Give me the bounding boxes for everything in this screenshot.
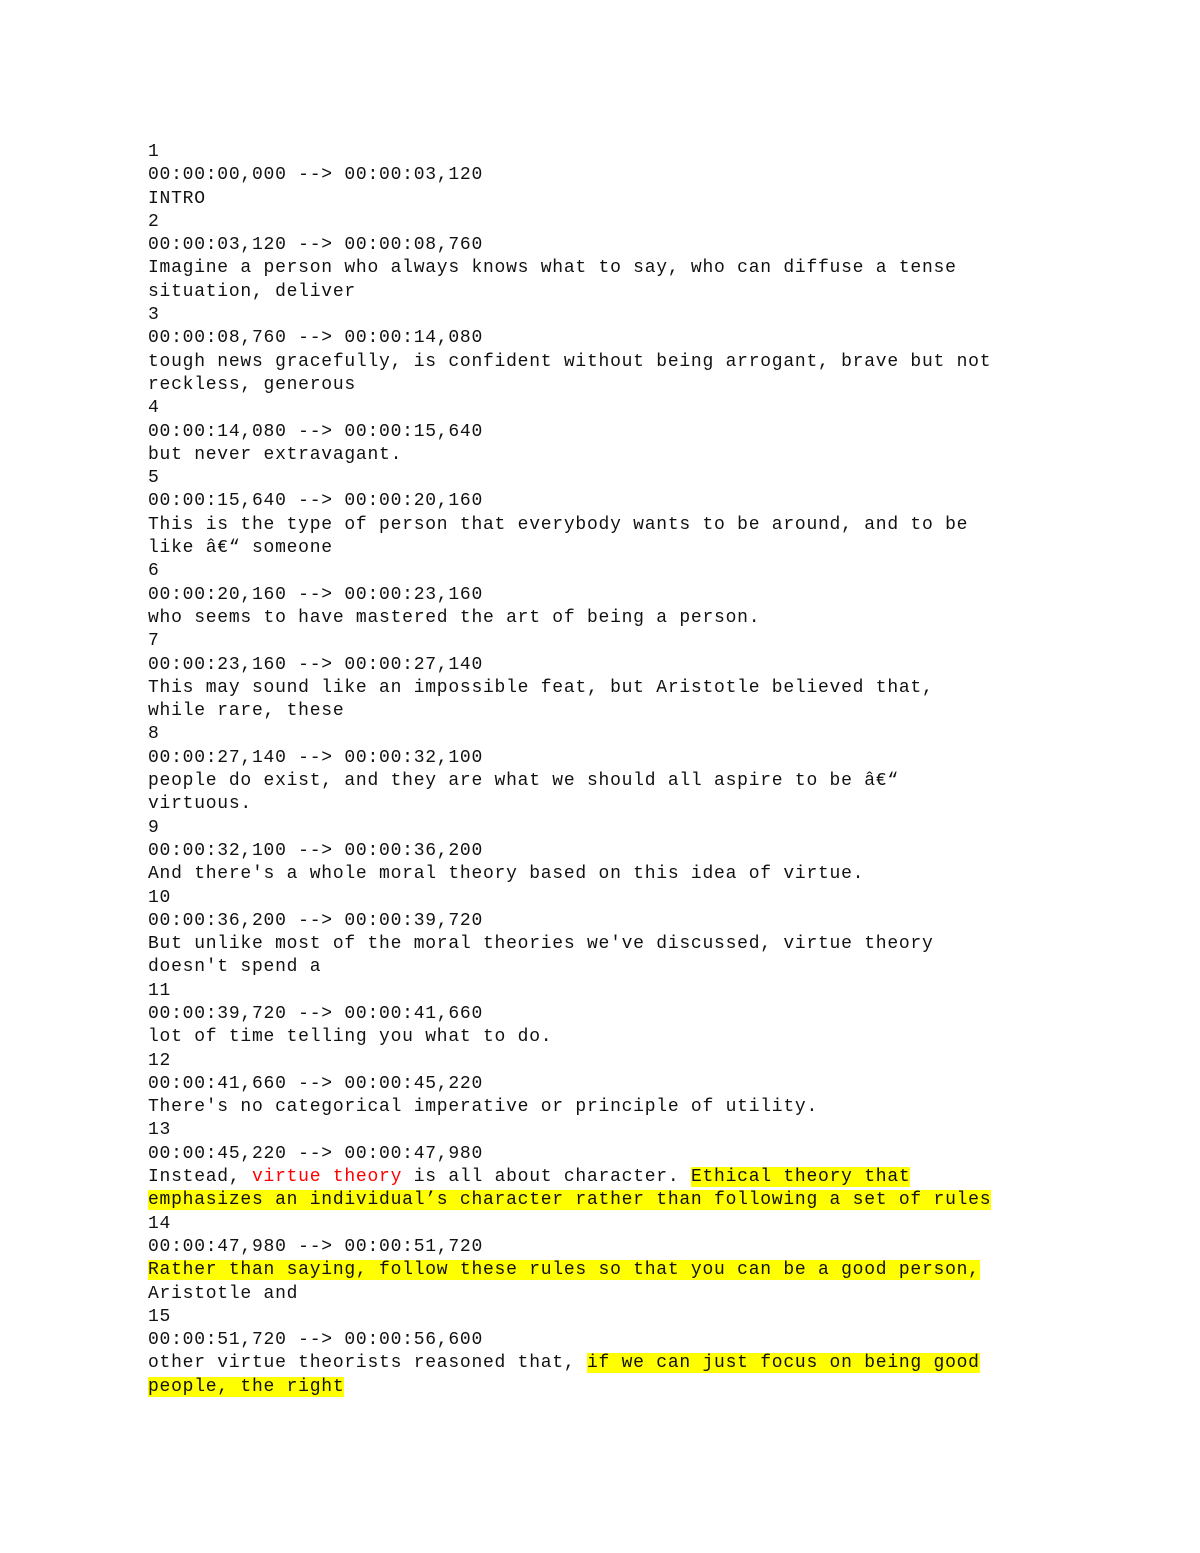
- subtitle-index: 4: [148, 398, 160, 419]
- subtitle-text-line: [148, 677, 1108, 700]
- subtitle-text-line: [148, 257, 1108, 280]
- subtitle-text: This may sound like an impossible feat, but Aristotle believed that,: [148, 677, 934, 698]
- subtitle-text: And there's a whole moral theory based on this idea of virtue.: [148, 864, 865, 885]
- subtitle-text-line: [148, 514, 1108, 537]
- subtitle-text-line: [148, 1166, 1108, 1189]
- subtitle-index: 13: [148, 1120, 172, 1141]
- subtitle-index: 10: [148, 887, 172, 908]
- subtitle-text: virtuous.: [148, 794, 252, 815]
- subtitle-timestamp: 00:00:00,000 --> 00:00:03,120: [148, 165, 484, 186]
- subtitle-entry: [148, 1050, 1108, 1120]
- subtitle-entry: [148, 467, 1108, 560]
- subtitle-timestamp: 00:00:45,220 --> 00:00:47,980: [148, 1143, 484, 1164]
- subtitle-text: who seems to have mastered the art of being a person.: [148, 607, 761, 628]
- subtitle-timestamp: 00:00:14,080 --> 00:00:15,640: [148, 421, 484, 442]
- subtitle-text-line: [148, 700, 1108, 723]
- subtitle-timestamp: 00:00:08,760 --> 00:00:14,080: [148, 328, 484, 349]
- subtitle-timestamp: 00:00:20,160 --> 00:00:23,160: [148, 584, 484, 605]
- subtitle-text-line: [148, 607, 1108, 630]
- subtitle-text-line: [148, 1189, 1108, 1212]
- subtitle-text: But unlike most of the moral theories we've discussed, virtue theory: [148, 934, 934, 955]
- subtitle-text: is all about character.: [402, 1167, 691, 1188]
- subtitle-entry: [148, 630, 1108, 723]
- highlighted-text: Ethical theory that: [690, 1167, 911, 1188]
- subtitle-index: 6: [148, 561, 160, 582]
- subtitle-text: other virtue theorists reasoned that,: [148, 1353, 587, 1374]
- subtitle-index: 7: [148, 631, 160, 652]
- subtitle-entry: [148, 1213, 1108, 1306]
- subtitle-entry: [148, 887, 1108, 980]
- subtitle-text-line: [148, 1376, 1108, 1399]
- subtitle-text-line: [148, 374, 1108, 397]
- subtitle-timestamp: 00:00:15,640 --> 00:00:20,160: [148, 491, 484, 512]
- subtitle-index: 14: [148, 1213, 172, 1234]
- subtitle-text-line: [148, 1026, 1108, 1049]
- subtitle-entry: [148, 980, 1108, 1050]
- subtitle-text: INTRO: [148, 188, 206, 209]
- subtitle-timestamp: 00:00:23,160 --> 00:00:27,140: [148, 654, 484, 675]
- subtitle-text: but never extravagant.: [148, 444, 403, 465]
- subtitle-timestamp: 00:00:39,720 --> 00:00:41,660: [148, 1003, 484, 1024]
- subtitle-text-line: [148, 1259, 1108, 1282]
- subtitle-entry: [148, 560, 1108, 630]
- subtitle-entry: [148, 817, 1108, 887]
- subtitle-index: 2: [148, 211, 160, 232]
- subtitle-text-line: [148, 281, 1108, 304]
- subtitle-index: 8: [148, 724, 160, 745]
- subtitle-text: doesn't spend a: [148, 957, 322, 978]
- subtitle-entry: [148, 397, 1108, 467]
- subtitle-entry: [148, 723, 1108, 816]
- highlighted-text: people, the right: [148, 1376, 345, 1397]
- red-text: virtue theory: [251, 1167, 403, 1188]
- subtitle-text: lot of time telling you what to do.: [148, 1027, 553, 1048]
- subtitle-text-line: [148, 444, 1108, 467]
- subtitle-text: while rare, these: [148, 701, 345, 722]
- highlighted-text: Rather than saying, follow these rules so that you can be a good person,: [148, 1260, 980, 1281]
- subtitle-index: 12: [148, 1050, 172, 1071]
- subtitle-text-line: [148, 1283, 1108, 1306]
- subtitle-text: Imagine a person who always knows what to say, who can diffuse a tense: [148, 258, 957, 279]
- subtitle-text-line: [148, 537, 1108, 560]
- subtitle-index: 5: [148, 468, 160, 489]
- subtitle-index: 1: [148, 142, 160, 162]
- subtitle-text-line: [148, 188, 1108, 211]
- subtitle-text: situation, deliver: [148, 281, 356, 302]
- subtitle-timestamp: 00:00:27,140 --> 00:00:32,100: [148, 747, 484, 768]
- subtitle-text: Aristotle and: [148, 1283, 299, 1304]
- subtitle-timestamp: 00:00:41,660 --> 00:00:45,220: [148, 1073, 484, 1094]
- subtitle-entry: [148, 1119, 1108, 1212]
- subtitle-timestamp: 00:00:03,120 --> 00:00:08,760: [148, 235, 484, 256]
- subtitle-timestamp: 00:00:36,200 --> 00:00:39,720: [148, 910, 484, 931]
- subtitle-text-line: [148, 770, 1108, 793]
- subtitle-text: like â€“ someone: [148, 538, 333, 559]
- subtitle-text-line: [148, 351, 1108, 374]
- subtitle-text-line: [148, 956, 1108, 979]
- subtitle-timestamp: 00:00:51,720 --> 00:00:56,600: [148, 1330, 484, 1351]
- subtitle-text: There's no categorical imperative or principle of utility.: [148, 1097, 819, 1118]
- subtitle-text: reckless, generous: [148, 374, 356, 395]
- highlighted-text: emphasizes an individual’s character rather than following a set of rules: [148, 1190, 992, 1211]
- subtitle-text: people do exist, and they are what we should all aspire to be â€“: [148, 771, 899, 792]
- subtitle-timestamp: 00:00:47,980 --> 00:00:51,720: [148, 1236, 484, 1257]
- subtitle-index: 9: [148, 817, 160, 838]
- subtitle-text-line: [148, 863, 1108, 886]
- subtitle-text-line: [148, 1352, 1108, 1375]
- subtitle-entry: [148, 1306, 1108, 1399]
- subtitle-text: This is the type of person that everybody wants to be around, and to be: [148, 514, 969, 535]
- subtitle-text: tough news gracefully, is confident without being arrogant, brave but not: [148, 351, 992, 372]
- subtitle-index: 15: [148, 1306, 172, 1327]
- subtitle-text-line: [148, 1096, 1108, 1119]
- subtitle-entry: [148, 141, 1108, 211]
- subtitle-entry: [148, 304, 1108, 397]
- subtitle-text-line: [148, 933, 1108, 956]
- subtitle-text-line: [148, 793, 1108, 816]
- subtitle-index: 11: [148, 980, 172, 1001]
- subtitle-index: 3: [148, 305, 160, 326]
- subtitle-document: [148, 141, 1108, 1399]
- subtitle-entry: [148, 211, 1108, 304]
- subtitle-text: Instead,: [148, 1167, 252, 1188]
- highlighted-text: if we can just focus on being good: [586, 1353, 980, 1374]
- subtitle-timestamp: 00:00:32,100 --> 00:00:36,200: [148, 840, 484, 861]
